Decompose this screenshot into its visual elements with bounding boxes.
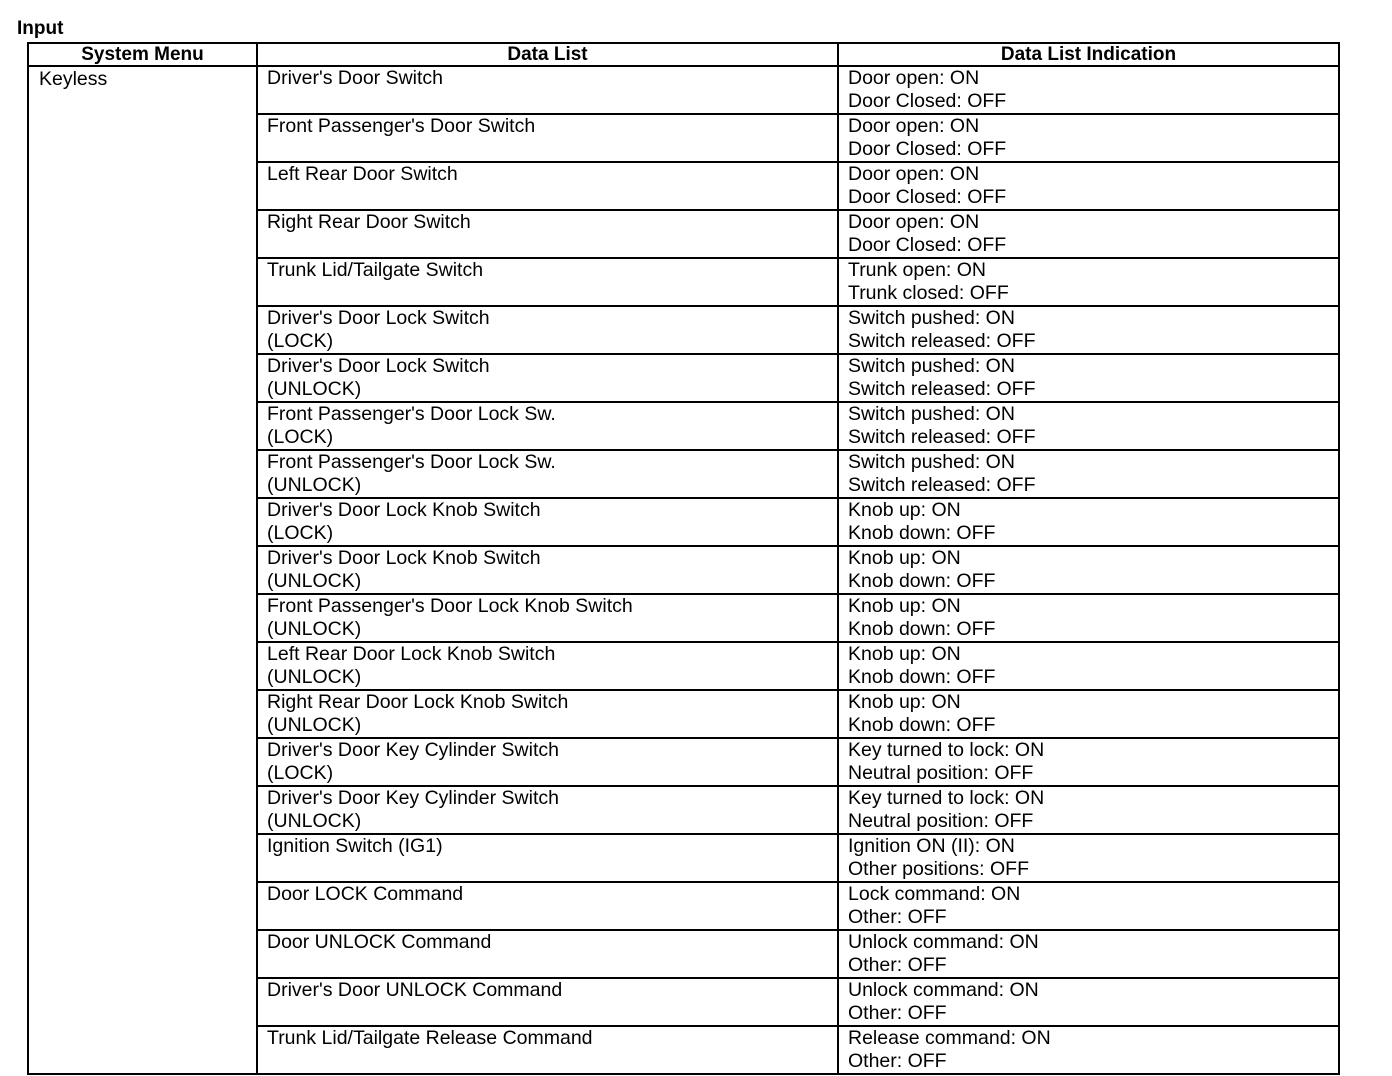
data-list-item xyxy=(257,690,838,738)
data-list-item xyxy=(257,594,838,642)
data-list-item xyxy=(257,114,838,162)
data-list-indication xyxy=(838,210,1339,258)
data-list-item-line: Left Rear Door Switch xyxy=(267,163,458,185)
data-list-item-line: (UNLOCK) xyxy=(267,618,362,640)
data-list-indication-line: Neutral position: OFF xyxy=(848,810,1034,832)
data-list-indication-line: Knob up: ON xyxy=(848,547,961,569)
data-list-item-line: Right Rear Door Switch xyxy=(267,211,471,233)
data-list-indication-line: Switch released: OFF xyxy=(848,378,1036,400)
data-list-indication-line: Unlock command: ON xyxy=(848,979,1039,1001)
data-list-item-line: (LOCK) xyxy=(267,522,334,544)
data-list-item-line: (UNLOCK) xyxy=(267,474,362,496)
data-list-indication-line: Trunk open: ON xyxy=(848,259,987,281)
data-list-item-line: Driver's Door Lock Switch xyxy=(267,307,490,329)
data-list-indication-line: Release command: ON xyxy=(848,1027,1051,1049)
data-list-indication xyxy=(838,930,1339,978)
data-list-indication-line: Knob up: ON xyxy=(848,595,961,617)
data-list-indication xyxy=(838,498,1339,546)
data-list-indication xyxy=(838,786,1339,834)
data-list-item-line: (UNLOCK) xyxy=(267,714,362,736)
data-list-item-line xyxy=(267,1050,837,1073)
data-list-indication-line: Switch released: OFF xyxy=(848,330,1036,352)
table-header-row xyxy=(28,43,1339,66)
data-list-indication-line: Key turned to lock: ON xyxy=(848,739,1045,761)
data-list-indication-line: Switch released: OFF xyxy=(848,426,1036,448)
data-list-item-line xyxy=(267,858,837,881)
data-list-indication xyxy=(838,306,1339,354)
data-list-indication-line: Lock command: ON xyxy=(848,883,1021,905)
data-list-indication-line: Unlock command: ON xyxy=(848,931,1039,953)
data-list-item xyxy=(257,882,838,930)
data-list-item xyxy=(257,546,838,594)
data-list-indication xyxy=(838,546,1339,594)
data-list-item xyxy=(257,1026,838,1074)
data-list-item-line xyxy=(267,186,837,209)
data-list-item xyxy=(257,354,838,402)
data-list-item-line: Front Passenger's Door Lock Knob Switch xyxy=(267,595,633,617)
system-menu-cell: Keyless xyxy=(28,66,257,1074)
data-list-item-line: Driver's Door Lock Switch xyxy=(267,355,490,377)
data-list-indication-line: Knob down: OFF xyxy=(848,570,996,592)
data-list-item-line: Driver's Door Lock Knob Switch xyxy=(267,547,541,569)
header-data-list: Data List xyxy=(257,43,838,66)
data-list-item-line: Front Passenger's Door Lock Sw. xyxy=(267,403,556,425)
data-list-indication-line: Knob up: ON xyxy=(848,643,961,665)
data-list-indication xyxy=(838,402,1339,450)
header-system-menu: System Menu xyxy=(28,43,257,66)
data-list-item-line: Right Rear Door Lock Knob Switch xyxy=(267,691,569,713)
data-list-item-line: Door UNLOCK Command xyxy=(267,931,492,953)
data-list-indication-line: Switch pushed: ON xyxy=(848,355,1015,377)
data-list-item-line: (UNLOCK) xyxy=(267,810,362,832)
data-list-item-line: Trunk Lid/Tailgate Switch xyxy=(267,259,484,281)
data-list-indication-line: Key turned to lock: ON xyxy=(848,787,1045,809)
data-list-item xyxy=(257,258,838,306)
header-data-list-indication: Data List Indication xyxy=(838,43,1339,66)
data-list-indication-line: Knob down: OFF xyxy=(848,714,996,736)
data-list-item-line xyxy=(267,138,837,161)
data-list-item-line: Trunk Lid/Tailgate Release Command xyxy=(267,1027,593,1049)
data-list-indication-line: Trunk closed: OFF xyxy=(848,282,1009,304)
data-list-item-line: Front Passenger's Door Switch xyxy=(267,115,536,137)
data-list-item xyxy=(257,306,838,354)
data-list-item xyxy=(257,402,838,450)
data-list-indication xyxy=(838,66,1339,114)
data-list-item xyxy=(257,498,838,546)
data-list-item-line: Left Rear Door Lock Knob Switch xyxy=(267,643,556,665)
data-list-item-line: Door LOCK Command xyxy=(267,883,464,905)
data-list-item-line: Driver's Door Key Cylinder Switch xyxy=(267,787,559,809)
data-list-indication-line: Switch pushed: ON xyxy=(848,403,1015,425)
data-list-indication-line: Door Closed: OFF xyxy=(848,186,1007,208)
data-list-indication-line: Door open: ON xyxy=(848,163,980,185)
data-list-indication xyxy=(838,162,1339,210)
data-list-item xyxy=(257,66,838,114)
data-list-indication xyxy=(838,114,1339,162)
data-list-item-line: Driver's Door UNLOCK Command xyxy=(267,979,563,1001)
data-list-item-line: (UNLOCK) xyxy=(267,666,362,688)
data-list-indication-line: Door Closed: OFF xyxy=(848,234,1007,256)
data-list-item-line xyxy=(267,954,837,977)
table-row xyxy=(28,66,1339,114)
data-list-indication-line: Other: OFF xyxy=(848,954,947,976)
data-list-item-line xyxy=(267,90,837,113)
data-list-indication-line: Switch pushed: ON xyxy=(848,307,1015,329)
data-list-item-line xyxy=(267,906,837,929)
data-list-indication xyxy=(838,978,1339,1026)
data-list-indication xyxy=(838,882,1339,930)
data-list-item-line: Driver's Door Key Cylinder Switch xyxy=(267,739,559,761)
data-list-item xyxy=(257,450,838,498)
data-list-indication xyxy=(838,1026,1339,1074)
data-list-item-line: Ignition Switch (IG1) xyxy=(267,835,443,857)
data-list-indication-line: Knob down: OFF xyxy=(848,618,996,640)
data-list-indication-line: Knob up: ON xyxy=(848,691,961,713)
data-list-item xyxy=(257,786,838,834)
data-list-indication xyxy=(838,690,1339,738)
data-list-item-line xyxy=(267,1002,837,1025)
data-list-indication-line: Other: OFF xyxy=(848,906,947,928)
data-list-indication-line: Door open: ON xyxy=(848,67,980,89)
data-list-indication xyxy=(838,258,1339,306)
data-list-indication xyxy=(838,834,1339,882)
data-list-item-line: Front Passenger's Door Lock Sw. xyxy=(267,451,556,473)
data-list-item xyxy=(257,834,838,882)
data-list-item xyxy=(257,642,838,690)
data-list-indication xyxy=(838,594,1339,642)
data-list-indication xyxy=(838,354,1339,402)
data-list-indication-line: Other: OFF xyxy=(848,1050,947,1072)
data-list-item xyxy=(257,162,838,210)
data-list-indication xyxy=(838,738,1339,786)
data-list-table xyxy=(27,42,1340,1075)
data-list-indication-line: Door open: ON xyxy=(848,115,980,137)
data-list-indication-line: Knob up: ON xyxy=(848,499,961,521)
data-list-item-line xyxy=(267,234,837,257)
data-list-item-line: (UNLOCK) xyxy=(267,378,362,400)
data-list-indication-line: Neutral position: OFF xyxy=(848,762,1034,784)
data-list-item xyxy=(257,210,838,258)
data-list-indication xyxy=(838,450,1339,498)
data-list-item-line: (LOCK) xyxy=(267,426,334,448)
data-list-indication xyxy=(838,642,1339,690)
data-list-item xyxy=(257,930,838,978)
data-list-item-line: Driver's Door Switch xyxy=(267,67,444,89)
data-list-item-line: (UNLOCK) xyxy=(267,570,362,592)
data-list-indication-line: Other: OFF xyxy=(848,1002,947,1024)
data-list-indication-line: Door Closed: OFF xyxy=(848,90,1007,112)
data-list-item-line: (LOCK) xyxy=(267,762,334,784)
data-list-item-line: (LOCK) xyxy=(267,330,334,352)
data-list-indication-line: Knob down: OFF xyxy=(848,666,996,688)
section-heading: Input xyxy=(17,18,64,39)
table-body xyxy=(28,66,1339,1074)
data-list-item-line xyxy=(267,282,837,305)
data-list-indication-line: Door open: ON xyxy=(848,211,980,233)
data-list-indication-line: Ignition ON (II): ON xyxy=(848,835,1015,857)
data-list-item-line: Driver's Door Lock Knob Switch xyxy=(267,499,541,521)
data-list-indication-line: Other positions: OFF xyxy=(848,858,1029,880)
data-list-item xyxy=(257,978,838,1026)
data-list-indication-line: Door Closed: OFF xyxy=(848,138,1007,160)
data-list-item xyxy=(257,738,838,786)
data-list-indication-line: Switch pushed: ON xyxy=(848,451,1015,473)
data-list-indication-line: Knob down: OFF xyxy=(848,522,996,544)
data-list-indication-line: Switch released: OFF xyxy=(848,474,1036,496)
